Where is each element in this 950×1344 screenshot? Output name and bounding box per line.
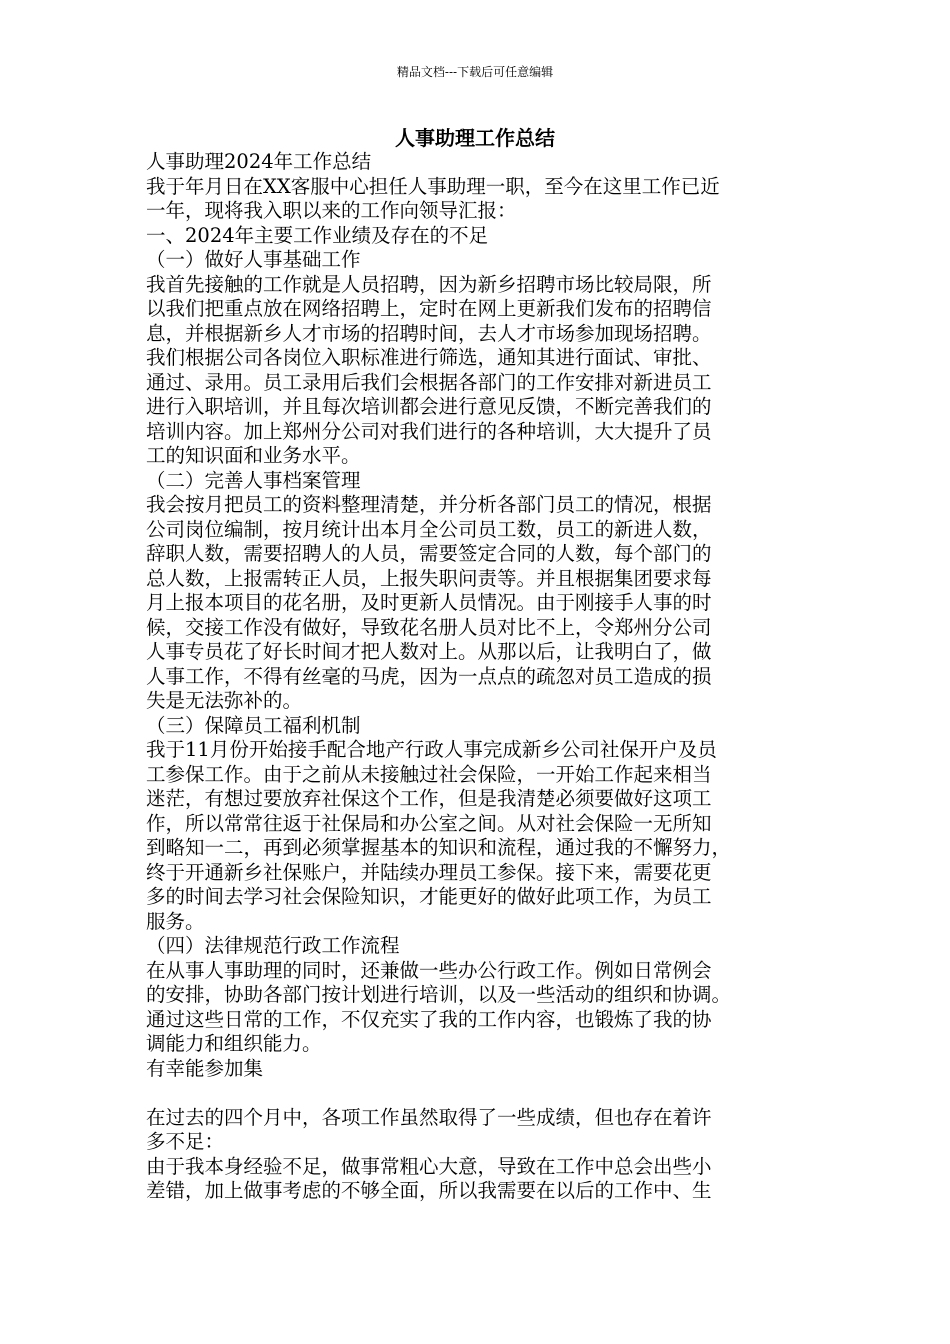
text-line: 到略知一二，再到必须掌握基本的知识和流程，通过我的不懈努力，	[146, 836, 732, 859]
document-body	[146, 150, 810, 1204]
text-line: 我们根据公司各岗位入职标准进行筛选，通知其进行面试、审批、	[146, 346, 712, 369]
text-line: 进行入职培训，并且每次培训都会进行意见反馈，不断完善我们的	[146, 395, 712, 418]
text-line: 月上报本项目的花名册，及时更新人员情况。由于刚接手人事的时	[146, 591, 712, 614]
text-line: 有幸能参加集	[146, 1056, 264, 1080]
text-line: 通过这些日常的工作，不仅充实了我的工作内容，也锻炼了我的协	[146, 1007, 712, 1031]
subsection-heading: （四）法律规范行政工作流程	[146, 934, 400, 957]
text-line: 候，交接工作没有做好，导致花名册人员对比不上，令郑州分公司	[146, 615, 712, 639]
text-line: 我首先接触的工作就是人员招聘，因为新乡招聘市场比较局限，所	[146, 272, 712, 296]
text-line: 多的时间去学习社会保险知识，才能更好的做好此项工作，为员工	[146, 885, 712, 908]
text-line: 人事工作，不得有丝毫的马虎，因为一点点的疏忽对员工造成的损	[146, 664, 712, 688]
text-line: 工参保工作。由于之前从未接触过社会保险，一开始工作起来相当	[146, 762, 712, 786]
text-line: 在过去的四个月中，各项工作虽然取得了一些成绩，但也存在着许	[146, 1105, 712, 1129]
text-line: 培训内容。加上郑州分公司对我们进行的各种培训，大大提升了员	[146, 419, 712, 443]
text-line: 服务。	[146, 909, 205, 933]
subsection-heading: （二）完善人事档案管理	[146, 468, 361, 492]
text-line: 人事专员花了好长时间才把人数对上。从那以后，让我明白了，做	[146, 640, 712, 663]
page-header: 精品文档---下载后可任意编辑	[396, 65, 554, 79]
text-line: 由于我本身经验不足，做事常粗心大意，导致在工作中总会出些小	[146, 1154, 712, 1178]
text-line: 我于年月日在XX客服中心担任人事助理一职，至今在这里工作已近	[146, 174, 720, 198]
text-line: 我会按月把员工的资料整理清楚，并分析各部门员工的情况，根据	[146, 493, 712, 516]
text-line: 的安排，协助各部门按计划进行培训，以及一些活动的组织和协调。	[146, 983, 732, 1006]
text-line: 辞职人数，需要招聘人的人员，需要签定合同的人数，每个部门的	[146, 542, 712, 565]
subsection-heading: （一）做好人事基础工作	[146, 248, 361, 271]
text-line: 一年，现将我入职以来的工作向领导汇报：	[146, 199, 517, 222]
section-heading: 一、2024年主要工作业绩及存在的不足	[146, 223, 489, 247]
text-line: 迷茫，有想过要放弃社保这个工作，但是我清楚必须要做好这项工	[146, 787, 712, 810]
text-line: 差错，加上做事考虑的不够全面，所以我需要在以后的工作中、生	[146, 1179, 712, 1202]
page-title: 人事助理工作总结	[395, 126, 555, 150]
text-line: 工的知识面和业务水平。	[146, 444, 361, 467]
text-line: 公司岗位编制，按月统计出本月全公司员工数，员工的新进人数，	[146, 517, 712, 541]
text-line: 作，所以常常往返于社保局和办公室之间。从对社会保险一无所知	[146, 811, 712, 835]
text-line: 终于开通新乡社保账户，并陆续办理员工参保。接下来，需要花更	[146, 860, 712, 884]
text-line: 息，并根据新乡人才市场的招聘时间，去人才市场参加现场招聘。	[146, 321, 712, 345]
text-line: 以我们把重点放在网络招聘上，定时在网上更新我们发布的招聘信	[146, 297, 712, 320]
text-line: 多不足：	[146, 1130, 225, 1153]
text-line: 调能力和组织能力。	[146, 1032, 322, 1055]
text-line: 失是无法弥补的。	[146, 689, 303, 712]
text-line: 人事助理2024年工作总结	[146, 150, 372, 173]
subsection-heading: （三）保障员工福利机制	[146, 713, 361, 737]
text-line: 总人数，上报需转正人员，上报失职问责等。并且根据集团要求每	[146, 566, 712, 590]
text-line: 在从事人事助理的同时，还兼做一些办公行政工作。例如日常例会	[146, 958, 712, 982]
text-line: 通过、录用。员工录用后我们会根据各部门的工作安排对新进员工	[146, 370, 712, 394]
text-line: 我于11月份开始接手配合地产行政人事完成新乡公司社保开户及员	[146, 738, 717, 761]
